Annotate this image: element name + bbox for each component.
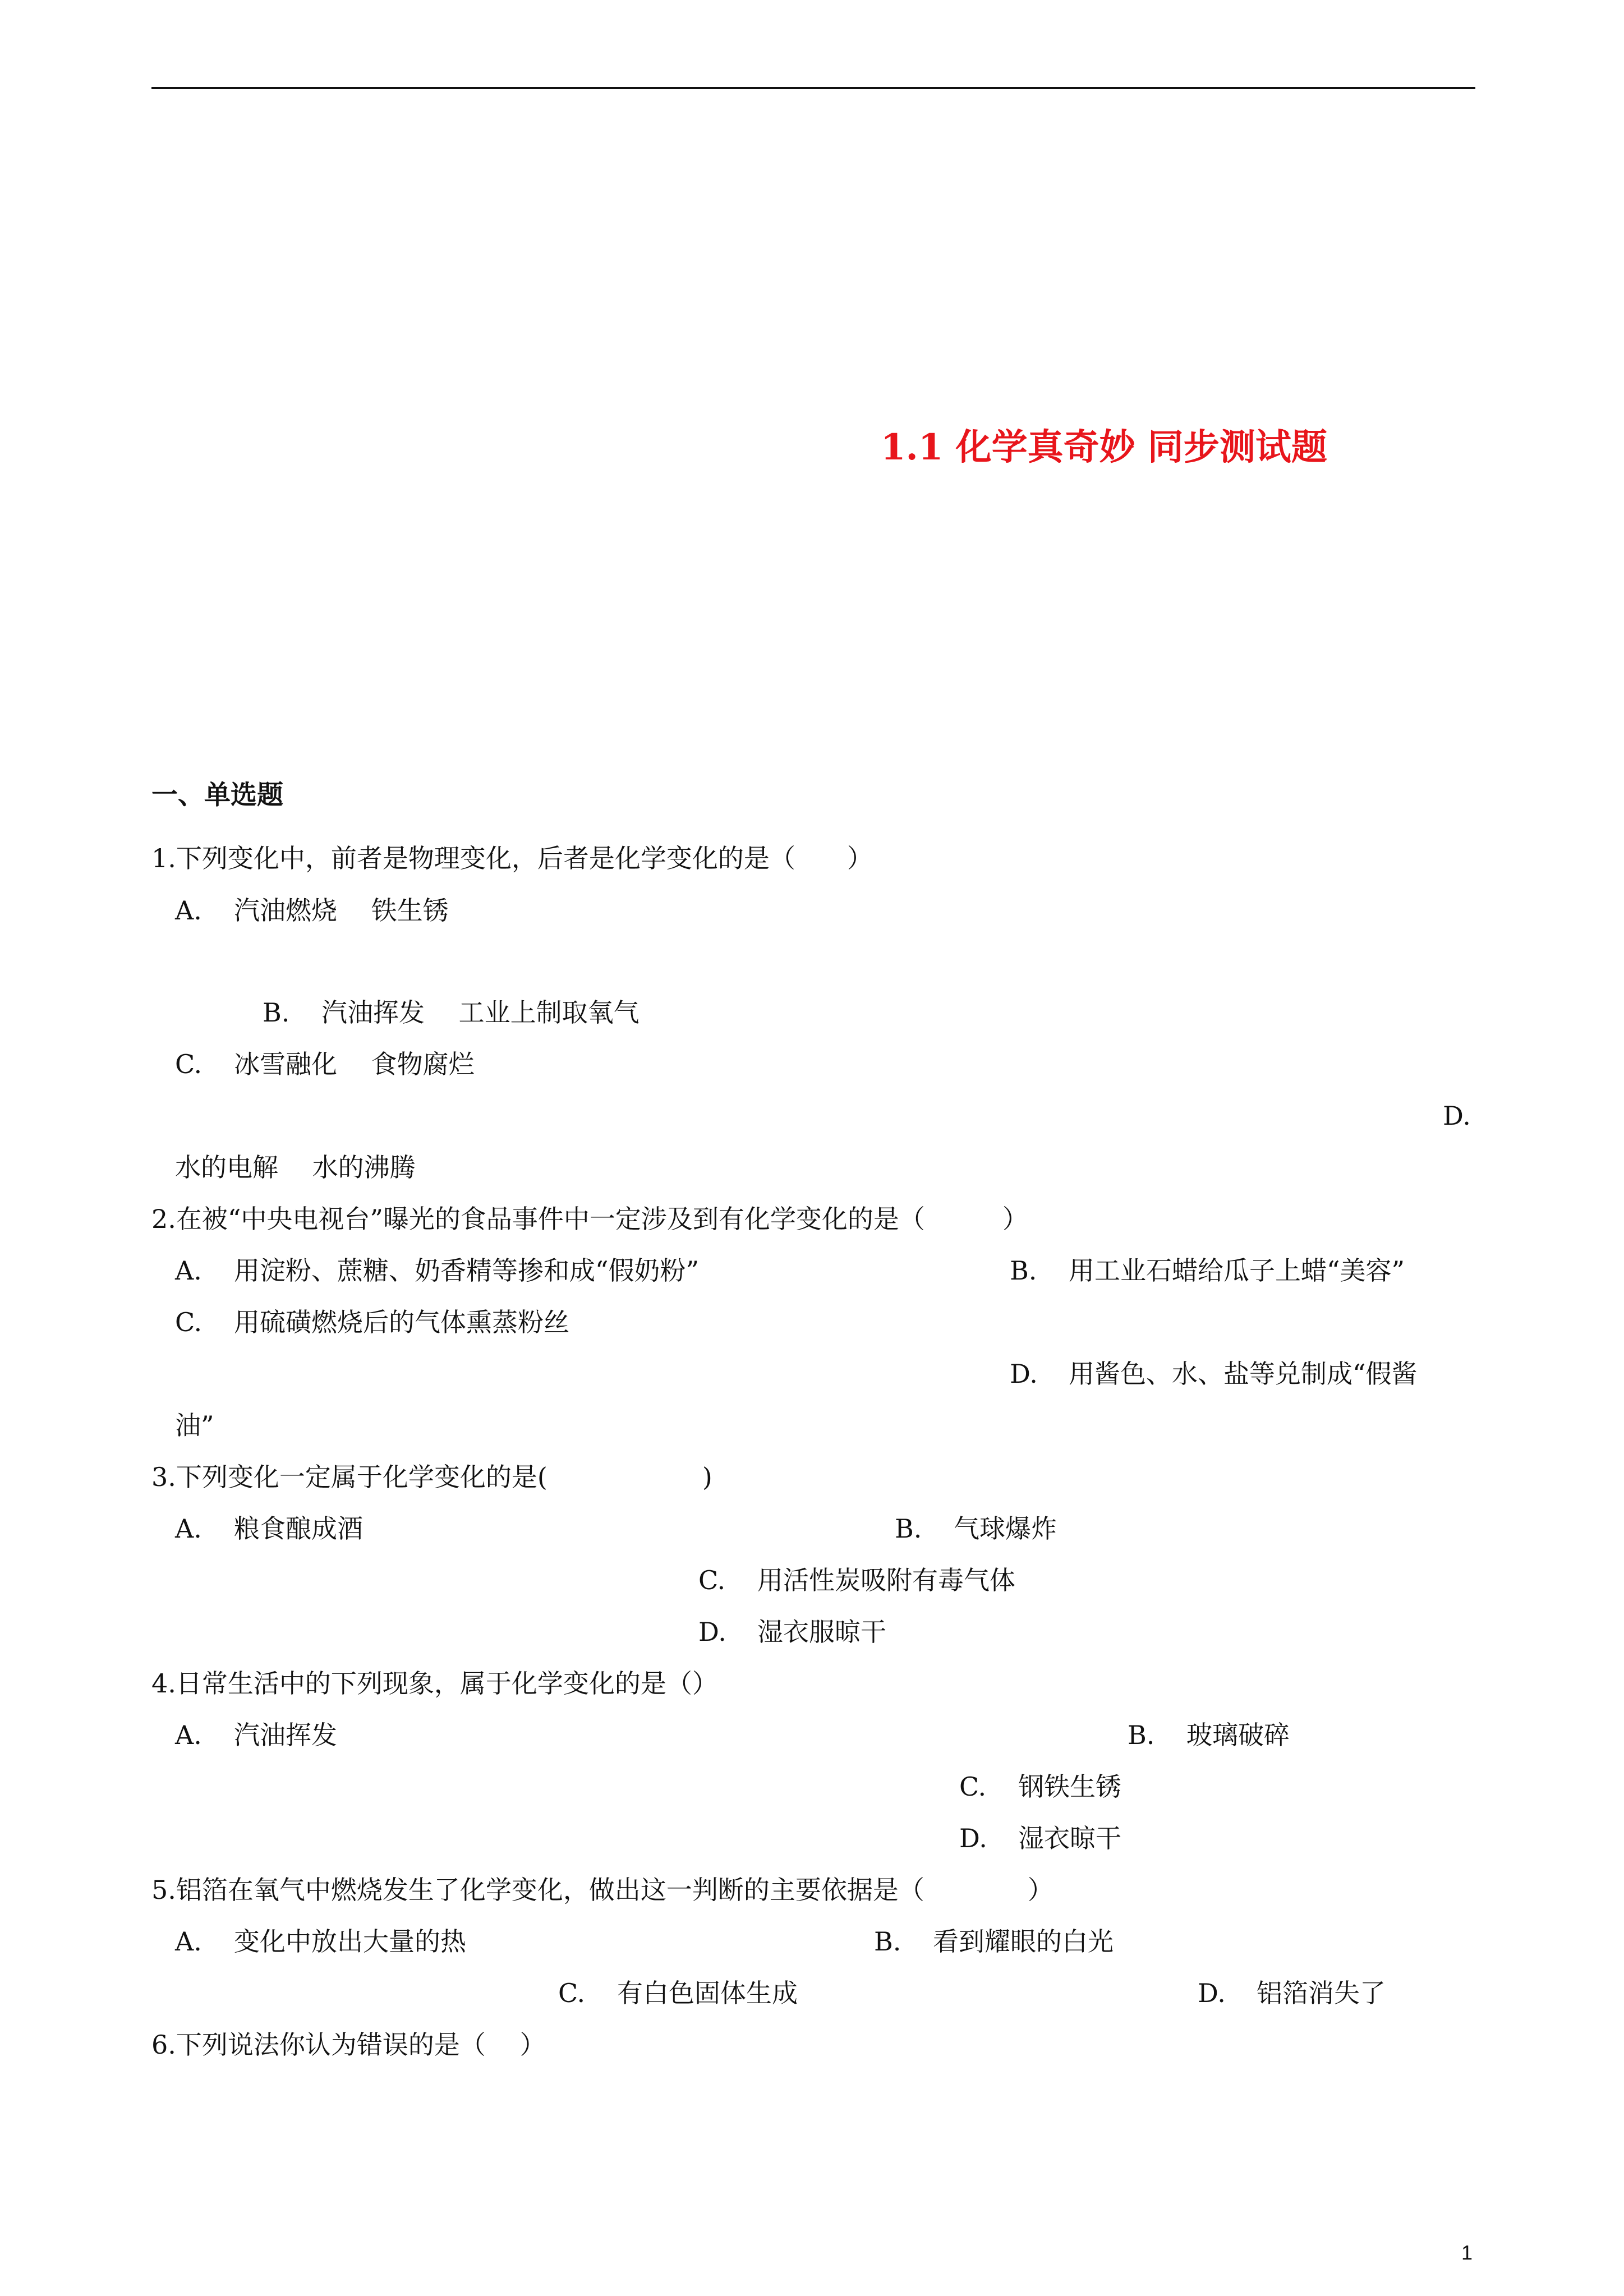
section-heading: 一、单选题 <box>151 780 283 811</box>
question-3-stem: 3.下列变化一定属于化学变化的是( ) <box>151 1462 712 1492</box>
question-1-option-b <box>263 997 640 1028</box>
option-text: 铝箔消失了 <box>1257 1978 1386 2008</box>
document-title: 1.1 化学真奇妙 同步测试题 <box>881 426 1327 468</box>
question-2-option-d <box>1010 1359 1418 1389</box>
option-letter: D. <box>959 1823 987 1853</box>
option-text: 用酱色、水、盐等兑制成“假酱 <box>1069 1359 1418 1389</box>
option-text: 粮食酿成酒 <box>234 1513 363 1544</box>
option-text: 汽油挥发 工业上制取氧气 <box>321 997 640 1028</box>
question-5-option-b <box>874 1926 1114 1957</box>
question-2-option-a <box>175 1255 699 1286</box>
option-text: 钢铁生锈 <box>1018 1772 1121 1802</box>
question-4-option-a <box>175 1720 337 1751</box>
question-2-option-c <box>175 1307 569 1338</box>
question-3-option-d <box>698 1617 886 1648</box>
question-5-stem: 5.铝箔在氧气中燃烧发生了化学变化，做出这一判断的主要依据是（ ） <box>151 1875 1053 1905</box>
question-4-stem: 4.日常生活中的下列现象，属于化学变化的是（） <box>151 1668 718 1699</box>
option-letter: A. <box>175 1720 202 1750</box>
question-2-option-b <box>1010 1255 1405 1286</box>
question-2-stem: 2.在被“中央电视台”曝光的食品事件中一定涉及到有化学变化的是（ ） <box>151 1204 1028 1234</box>
option-letter: C. <box>558 1978 586 2008</box>
question-1-stem: 1.下列变化中，前者是物理变化，后者是化学变化的是（ ） <box>151 843 873 873</box>
question-5-option-d <box>1198 1978 1386 2009</box>
option-text: 用硫磺燃烧后的气体熏蒸粉丝 <box>234 1307 569 1337</box>
option-text: 用活性炭吸附有毒气体 <box>757 1565 1015 1595</box>
option-letter: D. <box>1198 1978 1226 2008</box>
option-letter: B. <box>1128 1720 1155 1750</box>
option-letter: B. <box>874 1926 901 1957</box>
option-letter: C. <box>175 1049 203 1079</box>
option-text: 用淀粉、蔗糖、奶香精等掺和成“假奶粉” <box>234 1255 700 1286</box>
option-letter: A. <box>175 1255 202 1286</box>
question-2-option-d-continuation: 油” <box>175 1410 214 1441</box>
option-text: 冰雪融化 食物腐烂 <box>234 1049 475 1079</box>
question-4-option-b <box>1128 1720 1290 1751</box>
option-text: 湿衣服晾干 <box>757 1617 886 1647</box>
option-letter: C. <box>959 1772 987 1802</box>
option-text: 气球爆炸 <box>954 1513 1057 1544</box>
option-text: 变化中放出大量的热 <box>234 1926 466 1957</box>
question-3-option-c <box>698 1565 1015 1596</box>
option-letter: B. <box>1010 1255 1037 1286</box>
option-text: 看到耀眼的白光 <box>933 1926 1114 1957</box>
question-1-option-d-letter: D. <box>1443 1101 1471 1131</box>
option-text: 有白色固体生成 <box>617 1978 798 2008</box>
question-3-option-a <box>175 1513 363 1544</box>
question-5-option-a <box>175 1926 466 1957</box>
option-text: 玻璃破碎 <box>1186 1720 1290 1750</box>
question-4-option-d <box>959 1823 1121 1854</box>
question-1-option-c <box>175 1049 475 1080</box>
question-3-option-b <box>895 1513 1057 1544</box>
option-letter: C. <box>175 1307 203 1337</box>
question-6-stem: 6.下列说法你认为错误的是（ ） <box>151 2030 546 2060</box>
header-rule <box>151 87 1475 89</box>
option-letter: A. <box>175 1926 202 1957</box>
page-number: 1 <box>1461 2241 1473 2264</box>
option-letter: B. <box>895 1513 922 1544</box>
question-5-option-c <box>558 1978 798 2009</box>
option-letter: D. <box>698 1617 726 1647</box>
option-text: 汽油挥发 <box>234 1720 337 1750</box>
question-1-option-a <box>175 895 449 926</box>
option-text: 湿衣晾干 <box>1018 1823 1121 1853</box>
option-letter: A. <box>175 895 202 926</box>
option-letter: A. <box>175 1513 202 1544</box>
option-letter: C. <box>698 1565 726 1595</box>
question-1-option-d-text: 水的电解 水的沸腾 <box>175 1152 416 1182</box>
option-text: 用工业石蜡给瓜子上蜡“美容” <box>1069 1255 1405 1286</box>
option-letter: D. <box>1010 1359 1038 1389</box>
question-4-option-c <box>959 1772 1121 1802</box>
option-letter: B. <box>263 997 290 1028</box>
option-text: 汽油燃烧 铁生锈 <box>234 895 449 926</box>
